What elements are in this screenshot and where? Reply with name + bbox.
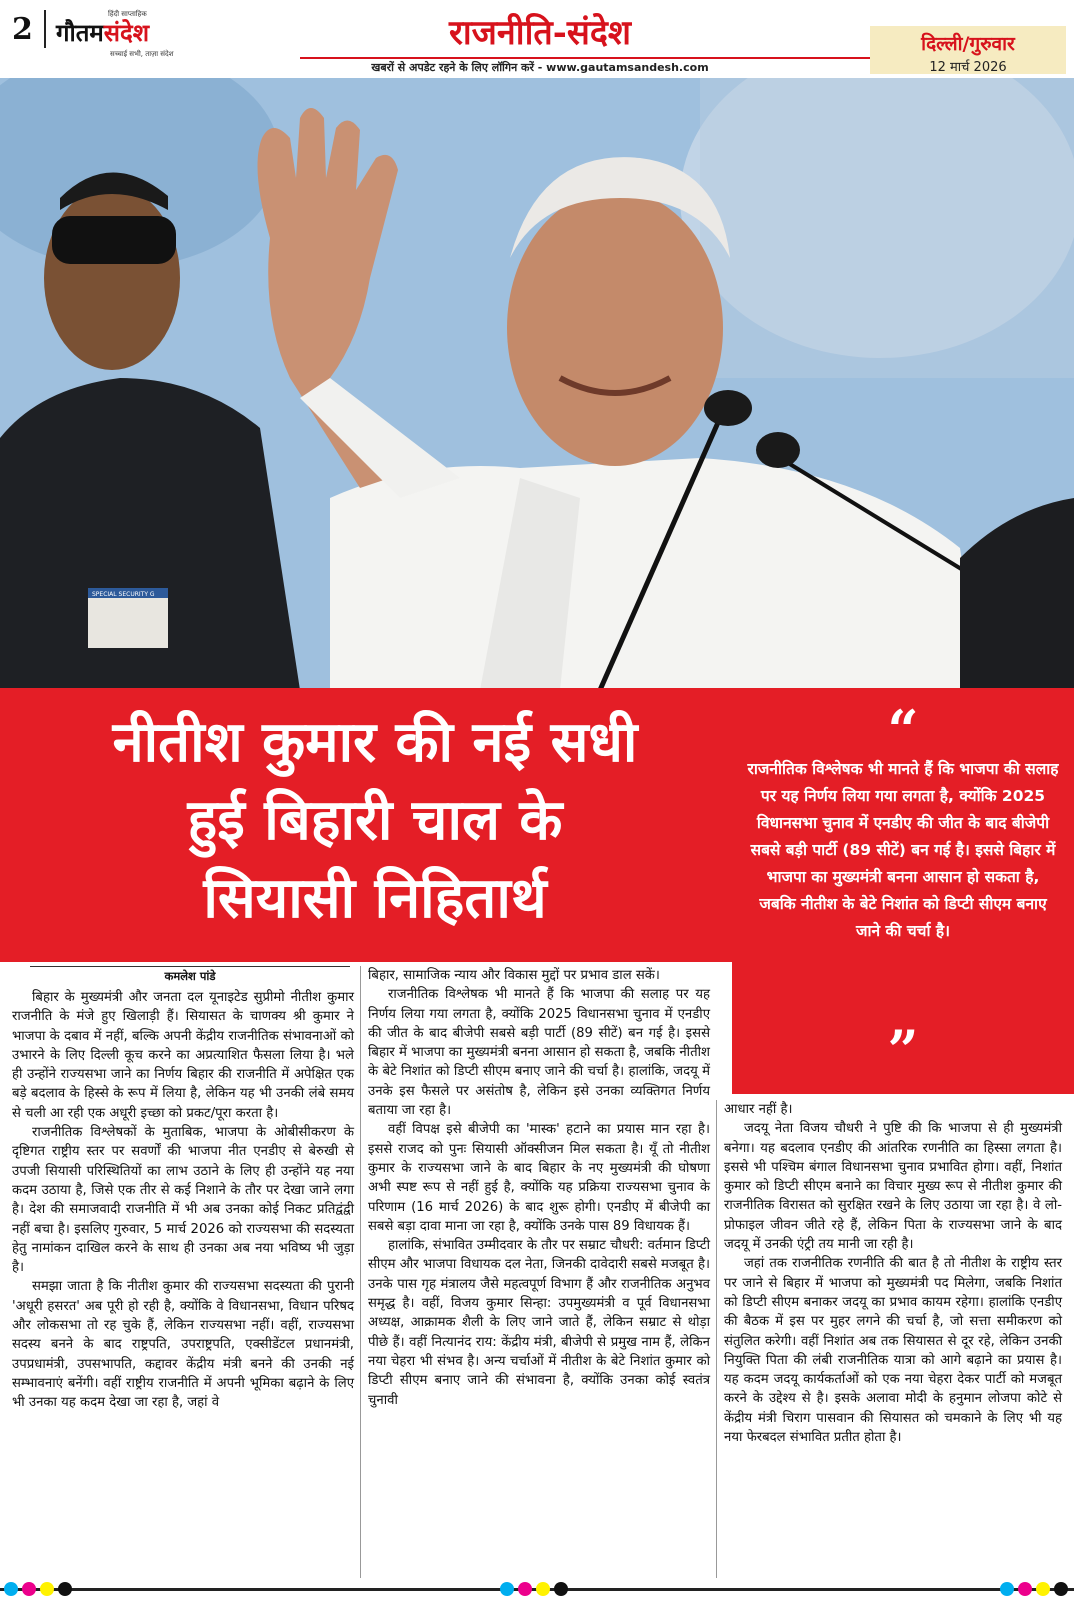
quote-open-icon: “: [887, 698, 919, 762]
paragraph: राजनीतिक विश्लेषकों के मुताबिक, भाजपा के ओबीसीकरण के दृष्टिगत राष्ट्रीय स्तर पर सवर्णों की भाजपा नीत एनडीए से बेरुखी से उपजी सियासी परिस्थितियों का लाभ उठाने के लिए ही उन्होंने यह नया कदम उठाया है, जिसे एक तीर से कई निशाने के तौर पर देखा जाने लगा है। देश की समाजवादी राजनीति में भी अब उनका कोई निकट प्रतिद्वंद्वी नहीं बचा है। इसलिए गुरुवार, 5 मार्च 2026 को राज्यसभा की सदस्यता हेतु नामांकन दाखिल करने के साथ ही उनका अब नया भविष्य भी जुड़ा है।: [12, 1125, 354, 1276]
column-divider: [360, 966, 361, 1578]
paragraph: राजनीतिक विश्लेषक भी मानते हैं कि भाजपा की सलाह पर यह निर्णय लिया गया लगता है, क्योंकि 2025 विधानसभा चुनाव में एनडीए की जीत के बाद बीजेपी सबसे बड़ी पार्टी (89 सीटें) बन गई है। इससे बिहार में भाजपा का मुख्यमंत्री बनना आसान हो सकता है, जबकि नीतीश के बेटे निशांत को डिप्टी सीएम बनाए जाने की चर्चा है। हालांकि, जदयू में उनके इस फैसले पर असंतोष है, लेकिन इसे उनका व्यक्तिगत निर्णय बताया जा रहा है।: [368, 987, 710, 1119]
headline-line-3: सियासी निहितार्थ: [203, 866, 547, 931]
registration-mark-yellow: [1036, 1582, 1050, 1596]
column-divider: [716, 1100, 717, 1578]
guard-badge-text: SPECIAL SECURITY G: [92, 591, 155, 598]
paragraph: बिहार, सामाजिक न्याय और विकास मुद्दों पर प्रभाव डाल सकें।: [368, 968, 660, 983]
paragraph: बिहार के मुख्यमंत्री और जनता दल यूनाइटेड सुप्रीमो नीतीश कुमार राजनीति के मंजे हुए खिलाड़ी हैं। सियासत के चाणक्य श्री कुमार ने भाजपा के दबाव में नहीं, बल्कि अपनी केंद्रीय राजनीतिक संभावनाओं को उभारने के लिए दिल्ली कूच करने का अप्रत्याशित फैसला लिया है। भले ही उन्होंने राज्यसभा जाने का निर्णय बिहार की राजनीति में अपेक्षित एक बड़े बदलाव के हिस्से के रूप में लिया है, लेकिन यह भी उनकी लंबे समय से चली आ रही एक अधूरी इच्छा को प्रकट/पूरा करता है।: [12, 990, 354, 1121]
registration-mark-magenta: [22, 1582, 36, 1596]
page-number: 2: [12, 12, 33, 47]
mic-head-right: [756, 432, 800, 468]
headline-line-1: नीतीश कुमार की नई सधी: [112, 710, 638, 775]
registration-mark-black: [58, 1582, 72, 1596]
page-footer: [0, 1580, 1074, 1600]
logo-small-text: हिंदी साप्ताहिक: [108, 10, 147, 18]
article-column-3: [724, 1100, 1062, 1447]
registration-mark-magenta: [1018, 1582, 1032, 1596]
lead-photo-illustration: [0, 78, 1074, 690]
headline-line-2: हुई बिहारी चाल के: [187, 788, 563, 853]
article-column-2: [368, 966, 710, 1410]
logo-tagline: सच्चाई सभी, ताज़ा संदेश: [110, 50, 174, 58]
guard-sunglasses: [52, 216, 176, 264]
registration-mark-yellow: [40, 1582, 54, 1596]
logo-name-part1: गौतम: [56, 18, 104, 47]
mic-head-left: [704, 390, 752, 426]
newspaper-logo: [56, 8, 206, 60]
header-divider: [44, 10, 46, 48]
edition-location-day: दिल्ली/गुरुवार: [921, 33, 1015, 55]
paragraph: हालांकि, संभावित उम्मीदवार के तौर पर सम्राट चौधरी: वर्तमान डिप्टी सीएम और भाजपा विधायक दल नेता, जिनकी दावेदारी सबसे मजबूत है। उनके पास गृह मंत्रालय जैसे महत्वपूर्ण विभाग हैं और राजनीतिक अनुभव समृद्ध है। वहीं, विजय कुमार सिन्हा: उपमुख्यमंत्री व पूर्व विधानसभा अध्यक्ष, आक्रामक शैली के लिए जाने जाते हैं, लेकिन सम्राट से थोड़ा पीछे हैं। वहीं नित्यानंद राय: केंद्रीय मंत्री, बीजेपी से प्रमुख नाम हैं, लेकिन नया चेहरा भी संभव है। अन्य चर्चाओं में नीतीश के बेटे निशांत कुमार को डिप्टी सीएम बनाए जाने की संभावना है, क्योंकि उनका कोई स्वतंत्र चुनावी: [368, 1238, 710, 1408]
paragraph: आधार नहीं है।: [724, 1102, 793, 1117]
article-column-1: [12, 988, 354, 1413]
registration-mark-black: [554, 1582, 568, 1596]
section-title: राजनीति-संदेश: [448, 13, 632, 53]
guard-face: [44, 186, 180, 370]
paragraph: समझा जाता है कि नीतीश कुमार की राज्यसभा सदस्यता की पुरानी 'अधूरी हसरत' अब पूरी हो रही है, क्योंकि वे विधानसभा, विधान परिषद और लोकसभा तो रह चुके हैं, लेकिन राज्यसभा नहीं। वहीं, राज्यसभा सदस्य बनने के बाद राष्ट्रपति, उपराष्ट्रपति, एक्सीडेंटल प्रधानमंत्री, उपप्रधामंत्री, उपसभापति, कद्दावर केंद्रीय मंत्री बनने की उनकी नई सम्भावनाएं बनेंगी। वहीं राष्ट्रीय राजनीति में अपनी भूमिका बढ़ाने के लिए भी उनका यह कदम देखा जा रहा है, जहां वे: [12, 1279, 354, 1411]
byline: कमलेश पांडे: [30, 966, 350, 984]
page-header: [0, 0, 1074, 78]
login-prompt[interactable]: खबरों से अपडेट रहने के लिए लॉगिन करें - www.gautamsandesh.com: [371, 61, 709, 74]
registration-mark-cyan: [4, 1582, 18, 1596]
paragraph: जहां तक राजनीतिक रणनीति की बात है तो नीतीश के राष्ट्रीय स्तर पर जाने से बिहार में भाजपा को मुख्यमंत्री पद मिलेगा, जबकि निशांत को डिप्टी सीएम बनाकर जदयू का प्रभाव कायम रहेगा। हालांकि एनडीए की बैठक में इस पर मुहर लगने की चर्चा है, जो सत्ता समीकरण को संतुलित करेगी। वहीं निशांत अब तक सियासत से दूर रहे, लेकिन उनकी नियुक्ति पिता की लंबी राजनीतिक यात्रा को आगे बढ़ाने का प्रयास है। यह कदम जदयू कार्यकर्ताओं को एक नया चेहरा देकर पार्टी को मजबूत करने के उद्देश्य से है। इसके अलावा मोदी के हनुमान लोजपा कोटे से केंद्रीय मंत्री चिराग पासवान की सियासत को चमकाने के लिए भी यह नया फेरबदल संभावित प्रतीत होता है।: [724, 1256, 1062, 1446]
edition-date: 12 मार्च 2026: [929, 60, 1007, 75]
paragraph: जदयू नेता विजय चौधरी ने पुष्टि की कि भाजपा से ही मुख्यमंत्री बनेगा। यह बदलाव एनडीए की आंतरिक रणनीति का हिस्सा लगता है। इससे भी पश्चिम बंगाल विधानसभा चुनाव प्रभावित होगा। वहीं, निशांत कुमार को डिप्टी सीएम बनाने का विचार मुख्य रूप से नीतीश कुमार की राजनीतिक विरासत को सुरक्षित रखने के लिए उठाया जा रहा है। वे लो-प्रोफाइल जीवन जीते रहे हैं, लेकिन पिता के राज्यसभा जाने के बाद जदयू में उनकी एंट्री तय मानी जा रही है।: [724, 1121, 1062, 1253]
logo-name-part2: संदेश: [103, 18, 150, 47]
pull-quote-text: राजनीतिक विश्लेषक भी मानते हैं कि भाजपा की सलाह पर यह निर्णय लिया गया लगता है, क्योंकि 2025 विधानसभा चुनाव में एनडीए की जीत के बाद बीजेपी सबसे बड़ी पार्टी (89 सीटें) बन गई है। इससे बिहार में भाजपा का मुख्यमंत्री बनना आसान हो सकता है, जबकि नीतीश के बेटे निशांत को डिप्टी सीएम बनाए जाने की चर्चा है।: [747, 760, 1059, 940]
registration-mark-black: [1054, 1582, 1068, 1596]
registration-mark-magenta: [518, 1582, 532, 1596]
paragraph: वहीं विपक्ष इसे बीजेपी का 'मास्क' हटाने का प्रयास मान रहा है। इससे राजद को पुनः सियासी ऑक्सीजन मिल सकता है। यूँ तो नीतीश कुमार के राज्यसभा जाने के बाद बिहार के नए मुख्यमंत्री की घोषणा अभी स्पष्ट रूप से नहीं हुई है, क्योंकि यह प्रक्रिया राज्यसभा चुनाव के परिणाम (16 मार्च 2026) के बाद शुरू होगी। एनडीए में बीजेपी का सबसे बड़ा दावा माना जा रहा है, क्योंकि उनके पास 89 विधायक हैं।: [368, 1122, 710, 1234]
registration-mark-cyan: [1000, 1582, 1014, 1596]
registration-mark-yellow: [536, 1582, 550, 1596]
article-headline: [30, 704, 720, 938]
quote-close-icon: ”: [887, 1018, 919, 1082]
speaker-face: [507, 190, 723, 466]
lead-photo: [0, 78, 1074, 690]
bg-banner: [700, 78, 1074, 378]
logo-name: [56, 16, 149, 49]
registration-mark-cyan: [500, 1582, 514, 1596]
date-box: [870, 26, 1066, 74]
pull-quote: [732, 688, 1074, 1094]
